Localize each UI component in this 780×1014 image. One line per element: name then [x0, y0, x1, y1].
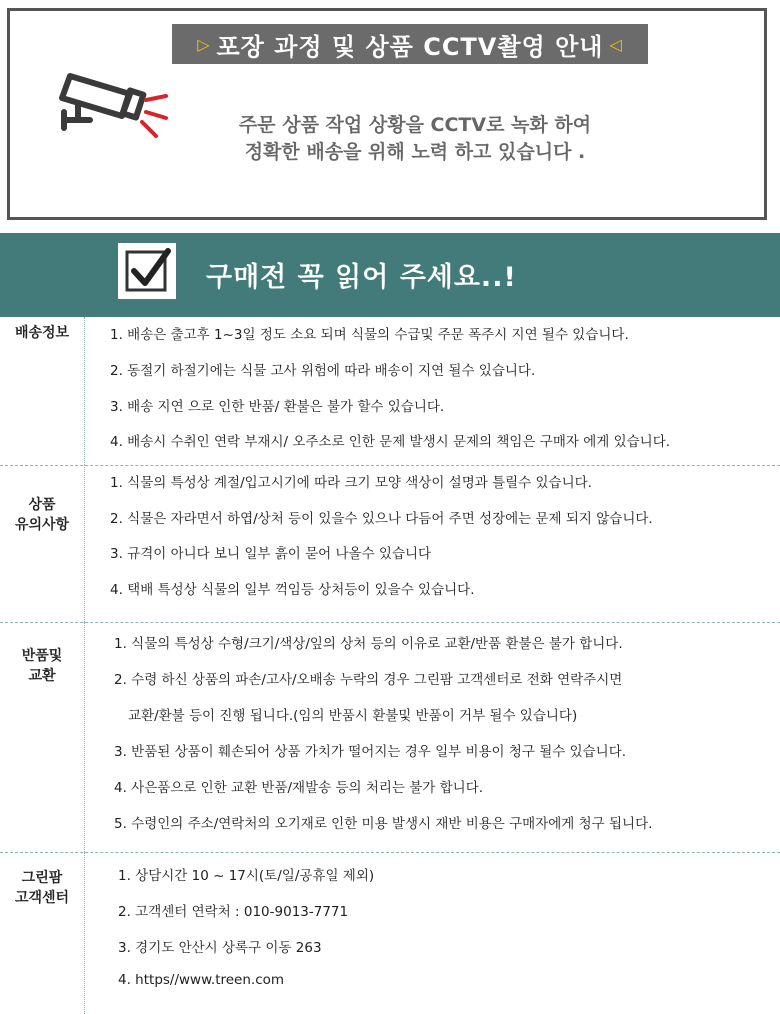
- left-triangle-icon: ▷: [197, 34, 211, 54]
- cctv-desc-line2: 정확한 배송을 위해 노력 하고 있습니다 .: [244, 141, 586, 163]
- banner-title: 구매전 꼭 읽어 주세요..!: [206, 262, 517, 293]
- right-triangle-icon: ◁: [609, 34, 623, 54]
- section-divider: [84, 622, 85, 852]
- section-label: 상품 유의사항: [14, 497, 70, 533]
- list-item: 1. 상담시간 10 ~ 17시(토/일/공휴일 제외): [118, 868, 375, 884]
- section-product-notes: [0, 465, 780, 622]
- section-customer-center: [0, 852, 780, 1014]
- section-returns: [0, 622, 780, 852]
- cctv-title-text: 포장 과정 및 상품 CCTV촬영 안내: [216, 32, 604, 61]
- list-item: 5. 수령인의 주소/연락처의 오기재로 인한 미용 발생시 재반 비용은 구매자에게 청구 됩니다.: [114, 816, 653, 832]
- list-item: 4. 택배 특성상 식물의 일부 꺽임등 상처등이 있을수 있습니다.: [110, 582, 475, 598]
- list-item: 2. 고객센터 연락처 : 010-9013-7771: [118, 904, 349, 920]
- section-label: 배송정보: [14, 325, 70, 341]
- section-divider: [84, 317, 85, 465]
- list-item: 2. 수령 하신 상품의 파손/고사/오배송 누락의 경우 그린팜 고객센터로 전화 연락주시면: [114, 672, 623, 688]
- list-item: 4. 사은품으로 인한 교환 반품/재발송 등의 처리는 불가 합니다.: [114, 780, 484, 796]
- list-item: 3. 반품된 상품이 훼손되어 상품 가치가 떨어지는 경우 일부 비용이 청구 될수 있습니다.: [114, 744, 627, 760]
- list-item: 2. 식물은 자라면서 하엽/상처 등이 있을수 있으나 다듬어 주면 성장에는 문제 되지 않습니다.: [110, 511, 653, 527]
- list-item: 1. 식물의 특성상 수형/크기/색상/잎의 상처 등의 이유로 교환/반품 환불은 불가 합니다.: [114, 636, 623, 652]
- cctv-desc-line1: 주문 상품 작업 상황을 CCTV로 녹화 하여: [238, 114, 592, 136]
- section-label: 반품및 교환: [21, 648, 63, 684]
- section-divider: [84, 465, 85, 622]
- cctv-camera-icon: [52, 62, 172, 142]
- list-item: 3. 경기도 안산시 상록구 이동 263: [118, 940, 322, 956]
- section-label: 그린팜 고객센터: [14, 870, 70, 906]
- checkbox-icon: [118, 243, 176, 299]
- section-divider: [84, 852, 85, 1014]
- list-item: 3. 배송 지연 으로 인한 반품/ 환불은 불가 할수 있습니다.: [110, 399, 445, 415]
- cctv-title: [172, 24, 648, 64]
- list-item: 3. 규격이 아니다 보니 일부 흙이 묻어 나올수 있습니다: [110, 546, 432, 562]
- section-delivery-info: [0, 317, 780, 465]
- list-item: 2. 동절기 하절기에는 식물 고사 위험에 따라 배송이 지연 될수 있습니다.: [110, 363, 536, 379]
- list-item: 4. 배송시 수취인 연락 부재시/ 오주소로 인한 문제 발생시 문제의 책임은 구매자 에게 있습니다.: [110, 434, 671, 450]
- list-item: 교환/환불 등이 진행 됩니다.(임의 반품시 환불및 반품이 거부 될수 있습니다): [128, 708, 578, 724]
- list-item: 1. 배송은 출고후 1~3일 정도 소요 되며 식물의 수급및 주문 폭주시 지연 될수 있습니다.: [110, 327, 629, 343]
- cctv-description: [180, 112, 650, 166]
- notice-banner: [0, 233, 780, 317]
- list-item: 4. https//www.treen.com: [118, 972, 285, 988]
- list-item: 1. 식물의 특성상 계절/입고시기에 따라 크기 모양 색상이 설명과 틀릴수 있습니다.: [110, 475, 592, 491]
